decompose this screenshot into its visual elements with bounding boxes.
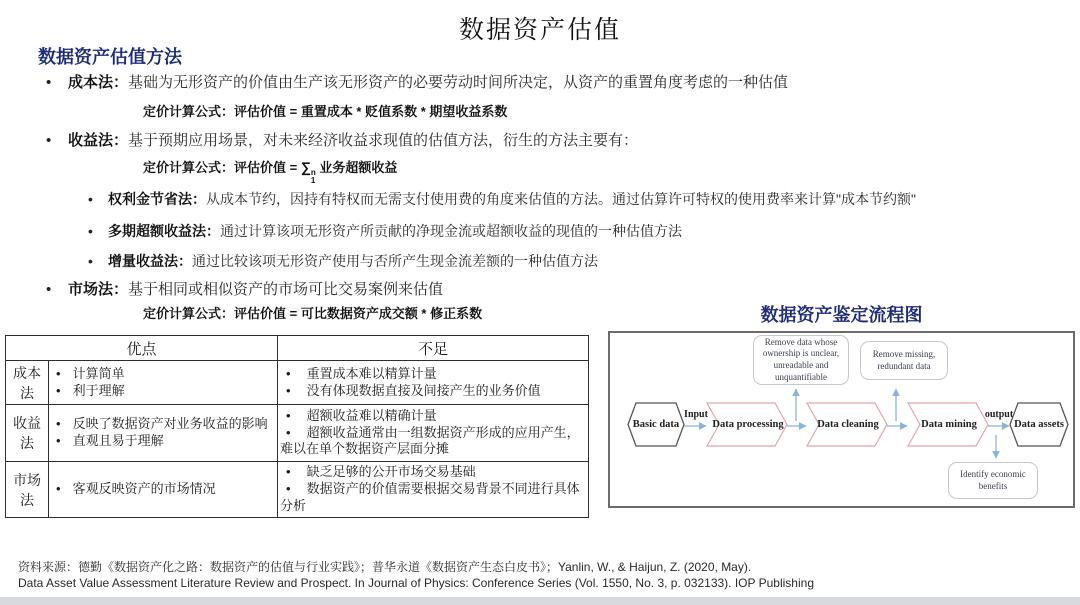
bullet-term: 市场法 [68, 281, 114, 298]
pros-cell: • 客观反映资产的市场情况 [49, 462, 278, 518]
column-header-pros: 优点 [6, 336, 278, 361]
source-citation-line-2: Data Asset Value Assessment Literature Review and Prospect. In Journal of Physics: Conference Series (Vol. 1550, No. 3, p. 032133). IOP Publishing [18, 576, 814, 590]
cons-cell: • 重置成本难以精算计量 • 没有体现数据直接及间接产生的业务价值 [278, 361, 589, 405]
bullet-term: 成本法 [68, 74, 114, 91]
node-data-processing: Data processing [712, 419, 784, 430]
table-row [6, 361, 589, 405]
bullet-dot: • [286, 464, 291, 480]
bullet-term: 增量收益法 [108, 253, 178, 269]
table-header-row [6, 336, 589, 361]
bullet-royalty-method: • 权利金节省法：从成本节约，因持有特权而无需支付使用费的角度来估值的方法。通过估算许可特权的使用费率来计算"成本节约额" [88, 190, 1073, 208]
bullet-dot: • [286, 407, 291, 423]
callout-remove-missing-data: Remove missing, redundant data [860, 341, 948, 380]
row-label: 收益法 [6, 405, 49, 462]
bullet-text: 通过计算该项无形资产所贡献的净现金流或超额收益的现值的一种估值方法 [220, 223, 682, 239]
bullet-dot: • [286, 424, 291, 440]
callout-remove-unclear-ownership: Remove data whose ownership is unclear, unreadable and unquantifiable [753, 335, 849, 385]
formula-income-method: 定价计算公式：评估价值 = ∑ n 1 业务超额收益 [143, 159, 398, 186]
bullet-text: 基于相同或相似资产的市场可比交易案例来估值 [128, 281, 444, 298]
row-label: 成本法 [6, 361, 49, 405]
node-data-assets: Data assets [1014, 419, 1064, 430]
source-citation-line-1: 资料来源：德勤《数据资产化之路：数据资产的估值与行业实践》；普华永道《数据资产生态白皮书》；Yanlin, W., & Haijun, Z. (2020, May). [18, 560, 752, 574]
table-row [6, 405, 589, 462]
bullet-dot: • [286, 365, 291, 381]
bottom-edge-strip [0, 597, 1080, 605]
node-basic-data: Basic data [632, 419, 680, 430]
bullet-dot: • [286, 382, 291, 398]
bullet-cost-method: • 成本法：基础为无形资产的价值由生产该无形资产的必要劳动时间所决定，从资产的重置角度考虑的一种估值 [46, 73, 1073, 93]
bullet-incremental-method: • 增量收益法：通过比较该项无形资产使用与否所产生现金流差额的一种估值方法 [88, 252, 1073, 270]
method-comparison-table [5, 335, 589, 518]
flowchart-panel [608, 331, 1075, 508]
sigma-limits: n 1 [310, 168, 316, 186]
formula-cost-method: 定价计算公式：评估价值 = 重置成本 * 贬值系数 * 期望收益系数 [143, 104, 508, 119]
node-data-cleaning: Data cleaning [817, 419, 879, 430]
flowchart-title: 数据资产鉴定流程图 [760, 305, 923, 325]
section-heading: 数据资产估值方法 [38, 47, 182, 67]
bullet-text: 通过比较该项无形资产使用与否所产生现金流差额的一种估值方法 [192, 253, 598, 269]
bullet-text: 从成本节约，因持有特权而无需支付使用费的角度来估值的方法。通过估算许可特权的使用费率来计算"成本节约额" [206, 191, 916, 207]
bullet-income-method: • 收益法：基于预期应用场景，对未来经济收益求现值的估值方法，衍生的方法主要有： [46, 131, 1073, 151]
bullet-term: 权利金节省法 [108, 191, 192, 207]
label-input: Input [684, 408, 708, 420]
label-output: output [984, 408, 1014, 420]
row-label: 市场法 [6, 462, 49, 518]
node-data-mining: Data mining [921, 419, 977, 430]
bullet-term: 多期超额收益法 [108, 223, 206, 239]
cons-cell: • 超额收益难以精确计量 • 超额收益通常由一组数据资产形成的应用产生，难以在单个数据资产层面分摊 [278, 405, 589, 462]
bullet-term: 收益法 [68, 132, 114, 149]
page-title: 数据资产估值 [458, 16, 621, 44]
table-row [6, 462, 589, 518]
bullet-dot: • [286, 481, 291, 497]
column-header-cons: 不足 [278, 336, 589, 361]
callout-identify-economic-benefits: Identify economic benefits [948, 462, 1038, 499]
pros-cell: • 反映了数据资产对业务收益的影响 • 直观且易于理解 [49, 405, 278, 462]
sigma-symbol: ∑ [300, 159, 311, 175]
pros-cell: • 计算简单 • 利于理解 [49, 361, 278, 405]
bullet-text: 基础为无形资产的价值由生产该无形资产的必要劳动时间所决定，从资产的重置角度考虑的一种估值 [128, 74, 789, 91]
bullet-dot: • [56, 433, 61, 448]
formula-market-method: 定价计算公式：评估价值 = 可比数据资产成交额 * 修正系数 [143, 306, 483, 321]
bullet-dot: • [56, 481, 61, 497]
cons-cell: • 缺乏足够的公开市场交易基础 • 数据资产的价值需要根据交易背景不同进行具体分析 [278, 462, 589, 518]
bullet-market-method: • 市场法：基于相同或相似资产的市场可比交易案例来估值 [46, 280, 1073, 300]
bullet-text: 基于预期应用场景，对未来经济收益求现值的估值方法，衍生的方法主要有： [128, 132, 639, 149]
bullet-dot: • [56, 365, 61, 381]
bullet-dot: • [56, 382, 61, 398]
bullet-multi-period-method: • 多期超额收益法：通过计算该项无形资产所贡献的净现金流或超额收益的现值的一种估值方法 [88, 222, 1073, 240]
bullet-dot: • [56, 416, 61, 432]
